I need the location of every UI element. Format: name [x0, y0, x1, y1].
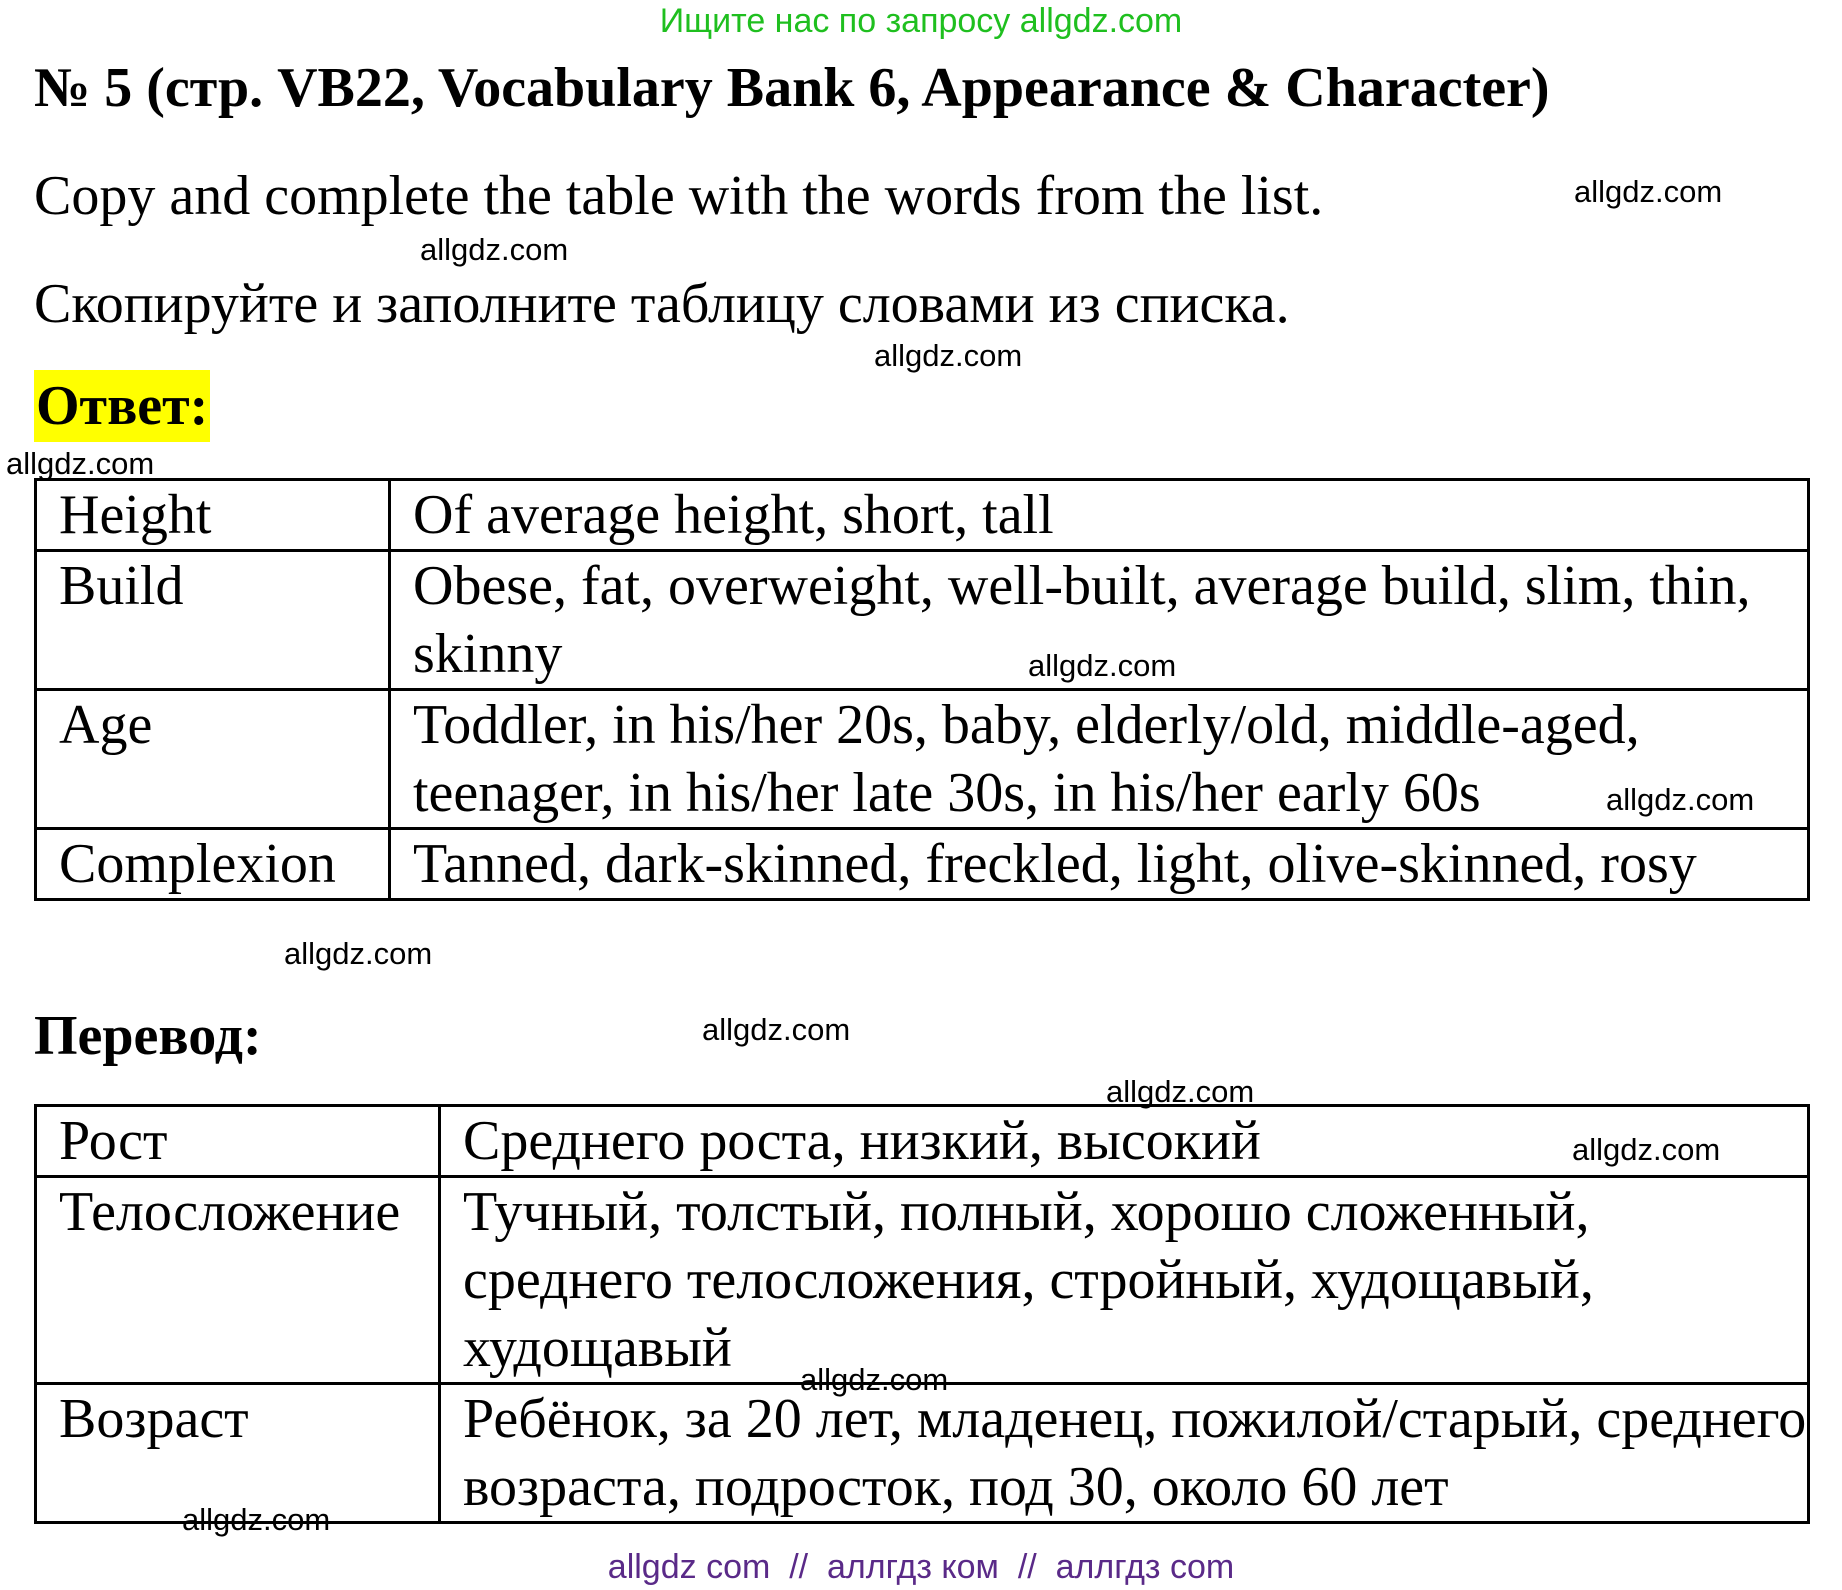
watermark: allgdz.com	[1606, 782, 1755, 817]
category-cell: Age	[36, 690, 390, 829]
watermark: allgdz.com	[420, 232, 569, 267]
table-row	[36, 829, 1809, 900]
watermark: allgdz.com	[182, 1502, 331, 1537]
watermark: allgdz.com	[702, 1012, 851, 1047]
answer-table	[34, 478, 1810, 901]
watermark: allgdz.com	[1028, 648, 1177, 683]
words-cell: Ребёнок, за 20 лет, младенец, пожилой/старый, среднего возраста, подросток, под 30, около 60 лет	[440, 1384, 1809, 1523]
watermark: allgdz.com	[1572, 1132, 1721, 1167]
words-cell: Toddler, in his/her 20s, baby, elderly/old, middle-aged, teenager, in his/her late 30s, in his/her early 60s	[390, 690, 1809, 829]
watermark: allgdz.com	[1574, 174, 1723, 209]
table-row	[36, 480, 1809, 551]
answer-label: Ответ:	[34, 370, 210, 442]
table-row	[36, 690, 1809, 829]
footer-separator: //	[789, 1548, 809, 1586]
footer-link-allgdz-cyrillic[interactable]: аллгдз ком	[827, 1548, 999, 1586]
watermark: allgdz.com	[874, 338, 1023, 373]
translation-label: Перевод:	[34, 1005, 262, 1067]
words-cell: Среднего роста, низкий, высокий	[440, 1106, 1809, 1177]
table-row	[36, 1106, 1809, 1177]
table-row	[36, 1177, 1809, 1384]
footer-link-allgdz-mixed[interactable]: аллгдз com	[1055, 1548, 1235, 1586]
words-cell: Obese, fat, overweight, well-built, average build, slim, thin, skinny	[390, 551, 1809, 690]
category-cell: Возраст	[36, 1384, 440, 1523]
footer-separator: //	[1017, 1548, 1037, 1586]
category-cell: Build	[36, 551, 390, 690]
top-banner[interactable]: Ищите нас по запросу allgdz.com	[659, 2, 1183, 40]
footer-links	[0, 1548, 1842, 1587]
watermark: allgdz.com	[800, 1362, 949, 1397]
category-cell: Телосложение	[36, 1177, 440, 1384]
footer-link-allgdz[interactable]: allgdz com	[607, 1548, 771, 1586]
category-cell: Height	[36, 480, 390, 551]
watermark: allgdz.com	[1106, 1074, 1255, 1109]
page-title: № 5 (стр. VB22, Vocabulary Bank 6, Appearance & Character)	[34, 57, 1550, 119]
words-cell: Of average height, short, tall	[390, 480, 1809, 551]
table-row	[36, 551, 1809, 690]
words-cell: Тучный, толстый, полный, хорошо сложенный, среднего телосложения, стройный, худощавый, худощавый	[440, 1177, 1809, 1384]
watermark: allgdz.com	[284, 936, 433, 971]
translation-table	[34, 1104, 1810, 1524]
instruction-russian: Скопируйте и заполните таблицу словами из списка.	[34, 273, 1290, 335]
category-cell: Complexion	[36, 829, 390, 900]
instruction-english: Copy and complete the table with the words from the list.	[34, 165, 1324, 227]
category-cell: Рост	[36, 1106, 440, 1177]
watermark: allgdz.com	[6, 446, 155, 481]
words-cell: Tanned, dark-skinned, freckled, light, olive-skinned, rosy	[390, 829, 1809, 900]
